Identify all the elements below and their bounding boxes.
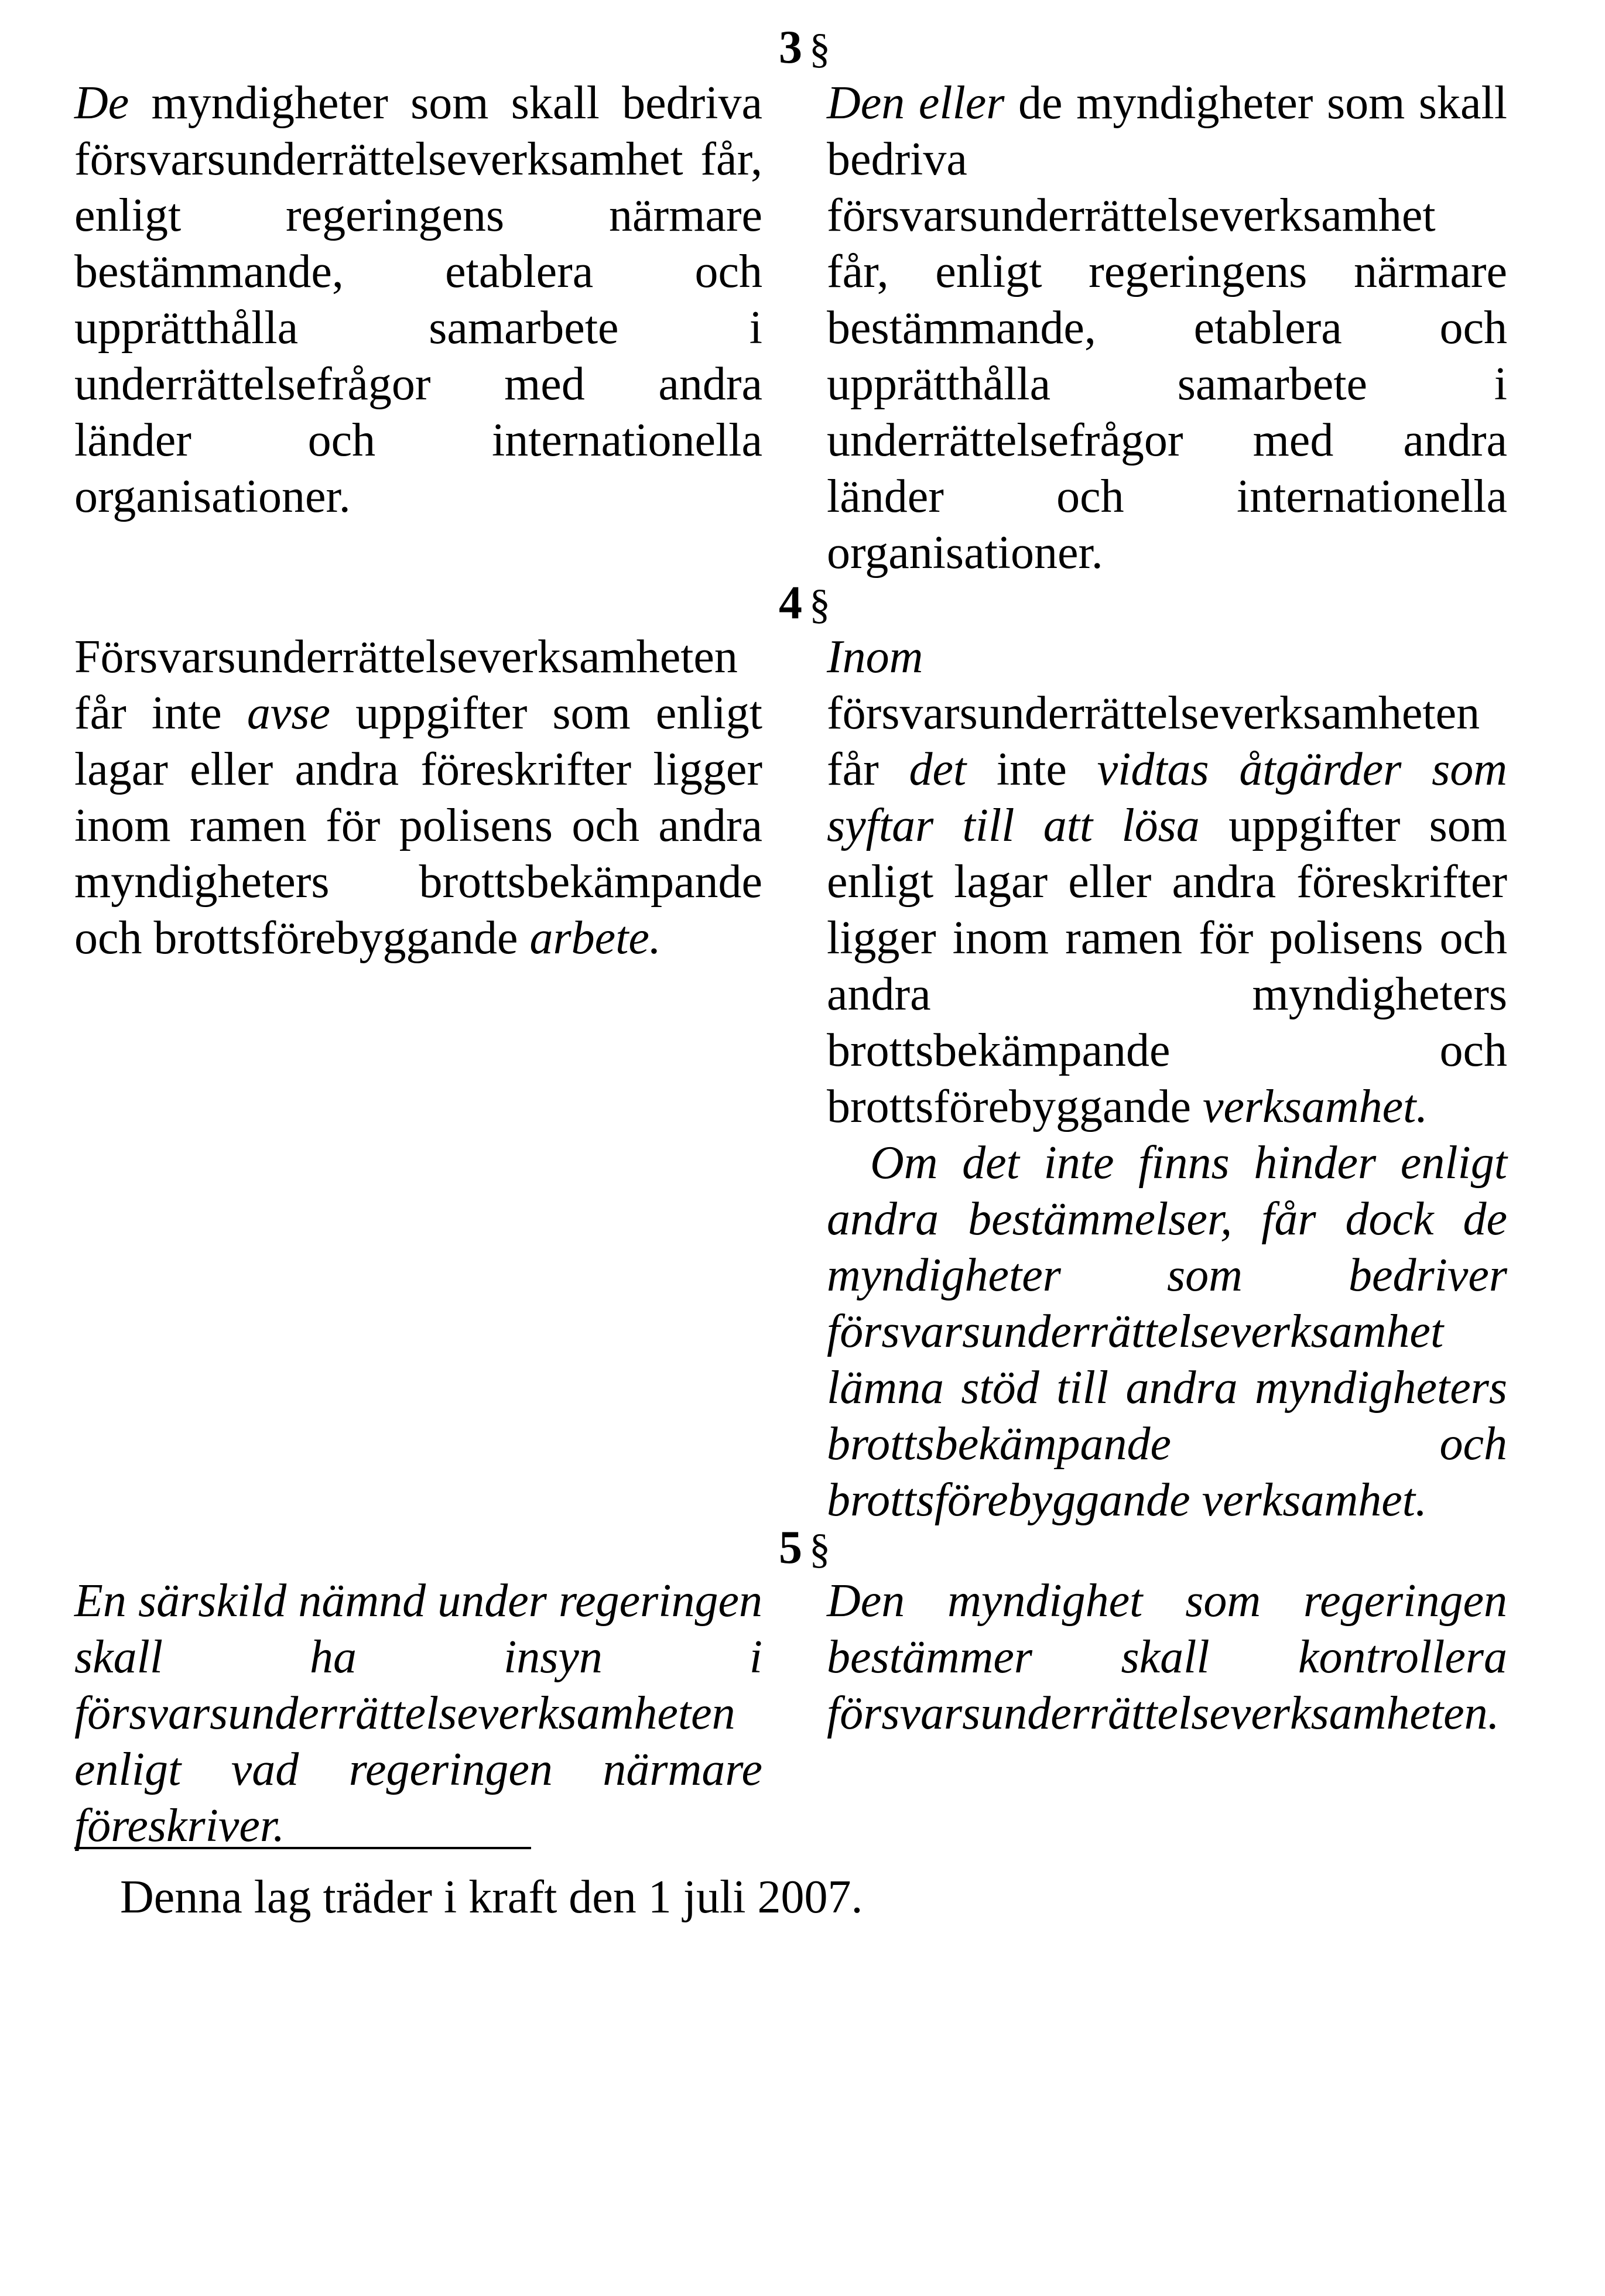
section-4-left-text-1: Försvarsunderrättelseverksamheten får inte <box>74 631 738 739</box>
section-3-right-text <box>827 75 1507 581</box>
section-4-right-text-1: försvarsunderrättelseverksamheten får <box>827 687 1480 795</box>
section-4-right-paragraph-2 <box>827 1135 1507 1528</box>
section-3-left-text-1: myndigheter som skall bedriva försvarsunderrättelseverksamhet får, enligt regeringens närmare bestämmande, etablera och upprätthålla samarbete i underrättelsefrågor med andra länder och internationella organisationer. <box>74 77 762 522</box>
section-4-right-text-3: uppgifter som enligt lagar eller andra föreskrifter ligger inom ramen för polisens och andra myndigheters brottsbekämpande och brottsförebyggande <box>827 800 1507 1132</box>
section-3-symbol: § <box>809 25 830 72</box>
section-4-right-italic-1: Inom <box>827 631 923 683</box>
section-5-heading <box>779 1521 872 1575</box>
section-4-right-text <box>827 629 1507 1528</box>
footnote-text: Denna lag träder i kraft den 1 juli 2007. <box>120 1871 863 1923</box>
section-3-left-italic-1: De <box>74 77 129 129</box>
section-4-heading <box>779 577 872 630</box>
section-5-number: 5 <box>779 1522 802 1573</box>
section-5-left-italic-1: En särskild nämnd under regeringen skall ha insyn i försvarsunderrättelseverksamheten enligt vad regeringen närmare föreskriver. <box>74 1575 762 1852</box>
section-4-left-italic-1: avse <box>247 687 331 739</box>
section-4-left-text <box>74 629 762 966</box>
section-5-symbol: § <box>809 1525 830 1572</box>
section-5-right-italic-1: Den myndighet som regeringen bestämmer skall kontrollera försvarsunderrättelseverksamheten. <box>827 1575 1507 1739</box>
section-3-number: 3 <box>779 22 802 73</box>
section-5-right-text <box>827 1573 1507 1741</box>
section-4-symbol: § <box>809 581 830 628</box>
section-4-right-para2-italic: Om det inte finns hinder enligt andra bestämmelser, får dock de myndigheter som bedriver försvarsunderrättelseverksamhet lämna stöd till andra myndigheters brottsbekämpande och brottsförebyggande verksamhet. <box>827 1137 1507 1526</box>
section-3-right-italic-1: Den eller <box>827 77 1005 129</box>
section-4-right-text-2: inte <box>966 744 1097 795</box>
section-3-heading <box>779 21 872 74</box>
section-5-left-text <box>74 1573 762 1854</box>
section-4-left-italic-2: arbete. <box>529 912 661 964</box>
section-4-right-italic-2: det <box>909 744 967 795</box>
section-4-right-italic-3: vidtas åtgärder som syftar till att lösa <box>827 744 1507 851</box>
section-3-right-text-1: de myndigheter som skall bedriva försvarsunderrättelseverksamhet får, enligt regeringens närmare bestämmande, etablera och upprätthålla samarbete i underrättelsefrågor med andra länder och internationella organisationer. <box>827 77 1507 579</box>
section-3-left-text <box>74 75 762 525</box>
footnote-divider <box>74 1847 531 1849</box>
section-4-number: 4 <box>779 577 802 629</box>
section-4-left-text-2: uppgifter som enligt lagar eller andra föreskrifter ligger inom ramen för polisens och andra myndigheters brottsbekämpande och brottsförebyggande <box>74 687 762 964</box>
section-4-right-paragraph-1 <box>827 629 1507 1135</box>
section-4-right-italic-4: verksamhet. <box>1203 1081 1428 1132</box>
